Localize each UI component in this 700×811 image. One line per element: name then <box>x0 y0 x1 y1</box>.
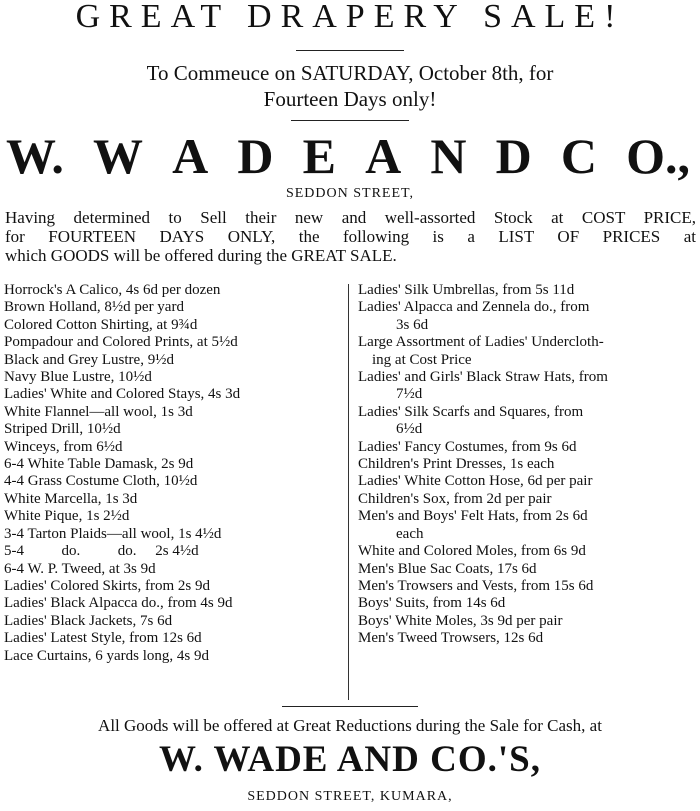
price-item: Men's Blue Sac Coats, 17s 6d <box>358 560 537 577</box>
firm-letter: A <box>365 128 402 184</box>
price-item: Lace Curtains, 6 yards long, 4s 9d <box>4 647 209 664</box>
price-item: 5-4 do. do. 2s 4½d <box>4 543 199 560</box>
firm-letter: D <box>495 128 532 184</box>
price-item: Ladies' White and Colored Stays, 4s 3d <box>4 386 241 403</box>
intro-line-1: Having determined to Sell their new and well-assorted Stock at COST PRICE, <box>5 208 696 227</box>
price-item: 6-4 White Table Damask, 2s 9d <box>4 456 194 473</box>
firm-letter: W <box>93 128 144 184</box>
divider-rule-1 <box>296 50 404 51</box>
price-item: Men's Tweed Trowsers, 12s 6d <box>358 630 544 647</box>
firm-letter: C <box>560 128 597 184</box>
intro-line-2: for FOURTEEN DAYS ONLY, the following is a LIST OF PRICES at <box>5 227 696 246</box>
footer-firm-name: W. WADE AND CO.'S, <box>159 739 541 780</box>
price-item: Ladies' Silk Umbrellas, from 5s 11d <box>358 282 575 298</box>
price-item: Ladies' Alpacca and Zennela do., from 3s 6d <box>358 299 590 333</box>
price-list-right <box>358 282 698 648</box>
price-item: Children's Sox, from 2d per pair <box>358 490 552 507</box>
firm-letter: E <box>302 128 336 184</box>
firm-name <box>0 128 700 184</box>
headline: GREAT DRAPERY SALE! <box>75 0 625 35</box>
firm-letter: A <box>172 128 209 184</box>
price-item: Ladies' Fancy Costumes, from 9s 6d <box>358 438 577 455</box>
price-item: Children's Print Dresses, 1s each <box>358 456 555 473</box>
firm-street: SEDDON STREET, <box>285 186 415 201</box>
price-item: White Marcella, 1s 3d <box>4 490 138 507</box>
footer-street: SEDDON STREET, KUMARA, <box>247 789 453 804</box>
price-item: Horrock's A Calico, 4s 6d per dozen <box>4 282 221 298</box>
price-item: 6-4 W. P. Tweed, at 3s 9d <box>4 560 156 577</box>
price-item: Ladies' Black Jackets, 7s 6d <box>4 612 173 629</box>
price-item: White Flannel—all wool, 1s 3d <box>4 403 193 420</box>
price-item: White Pique, 1s 2½d <box>4 508 130 525</box>
price-item: Ladies' Latest Style, from 12s 6d <box>4 630 202 647</box>
price-item: Large Assortment of Ladies' Undercloth- ing at Cost Price <box>358 334 604 368</box>
subheading-line-2: Fourteen Days only! <box>263 87 437 111</box>
price-item: Men's Trowsers and Vests, from 15s 6d <box>358 577 594 594</box>
price-item: White and Colored Moles, from 6s 9d <box>358 543 586 560</box>
firm-letter: O., <box>626 128 690 184</box>
price-item: Brown Holland, 8½d per yard <box>4 299 184 316</box>
price-list-left <box>4 282 340 665</box>
price-item: Men's and Boys' Felt Hats, from 2s 6d each <box>358 508 588 542</box>
price-item: Ladies' Colored Skirts, from 2s 9d <box>4 577 211 594</box>
price-item: Navy Blue Lustre, 10½d <box>4 369 152 386</box>
price-item: Pompadour and Colored Prints, at 5½d <box>4 334 238 351</box>
subheading-line-1: To Commeuce on SATURDAY, October 8th, for <box>146 61 554 85</box>
intro-paragraph <box>5 208 696 265</box>
price-item: Striped Drill, 10½d <box>4 421 121 438</box>
price-item: 3-4 Tarton Plaids—all wool, 1s 4½d <box>4 525 222 542</box>
footer-line: All Goods will be offered at Great Reductions during the Sale for Cash, at <box>98 716 602 735</box>
price-item: 4-4 Grass Costume Cloth, 10½d <box>4 473 198 490</box>
firm-letter: N <box>430 128 467 184</box>
divider-rule-3 <box>282 706 418 707</box>
firm-letter: D <box>237 128 274 184</box>
price-item: Ladies' Black Alpacca do., from 4s 9d <box>4 595 233 612</box>
price-item: Boys' Suits, from 14s 6d <box>358 595 506 612</box>
price-item: Colored Cotton Shirting, at 9¾d <box>4 316 198 333</box>
price-item: Black and Grey Lustre, 9½d <box>4 351 174 368</box>
intro-line-3: which GOODS will be offered during the GREAT SALE. <box>5 246 397 265</box>
divider-rule-2 <box>291 120 409 121</box>
price-item: Winceys, from 6½d <box>4 438 123 455</box>
price-item: Ladies' and Girls' Black Straw Hats, from 7½d <box>358 369 608 403</box>
price-item: Ladies' White Cotton Hose, 6d per pair <box>358 473 593 490</box>
price-item: Boys' White Moles, 3s 9d per pair <box>358 612 563 629</box>
price-item: Ladies' Silk Scarfs and Squares, from 6½d <box>358 403 584 438</box>
firm-letter: W. <box>6 128 64 184</box>
column-divider <box>348 284 349 700</box>
